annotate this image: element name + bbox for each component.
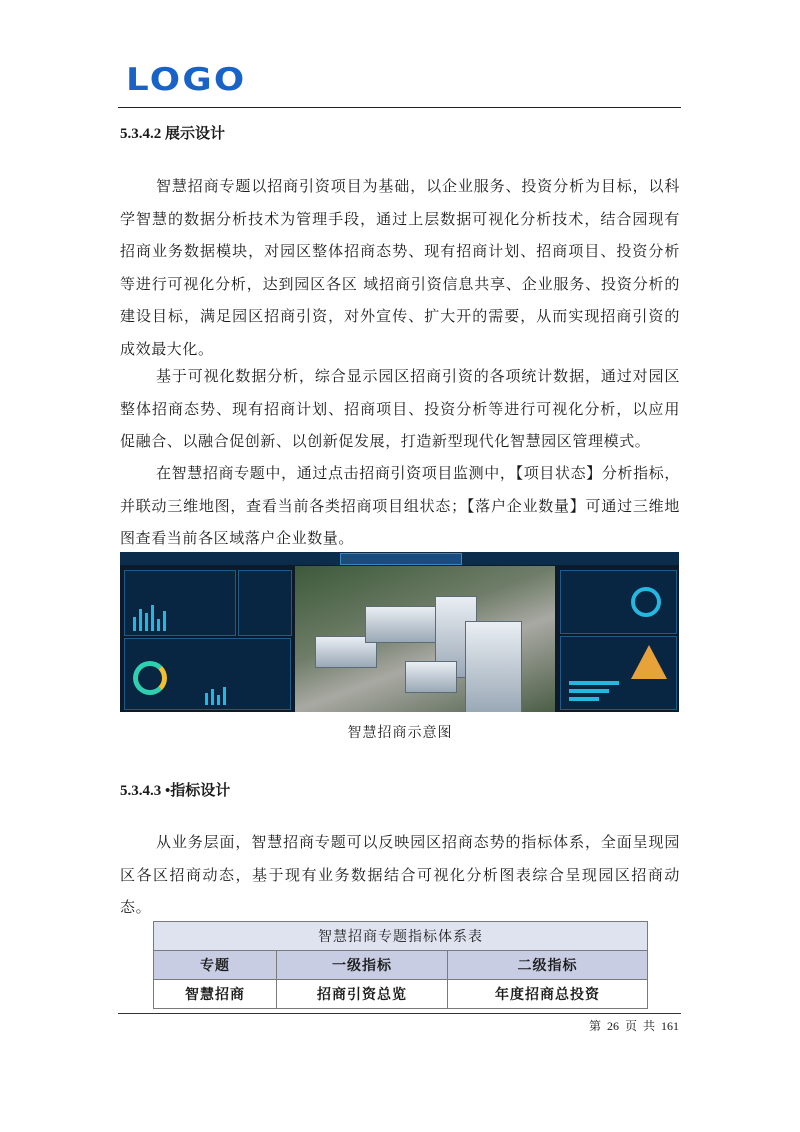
left-panel-mid bbox=[238, 570, 292, 636]
dashboard-illustration bbox=[120, 552, 679, 712]
left-panel-top bbox=[124, 570, 236, 636]
section-heading-indicator-design: 5.3.4.3 •指标设计 bbox=[120, 783, 231, 799]
header-rule bbox=[118, 107, 681, 108]
table-header-cell: 二级指标 bbox=[448, 951, 648, 980]
table-row bbox=[154, 980, 648, 1009]
table-caption: 智慧招商专题指标体系表 bbox=[154, 922, 648, 951]
table-cell: 招商引资总览 bbox=[277, 980, 448, 1009]
right-panel-bottom bbox=[560, 636, 677, 710]
table-cell: 年度招商总投资 bbox=[448, 980, 648, 1009]
paragraph-2: 基于可视化数据分析，综合显示园区招商引资的各项统计数据，通过对园区整体招商态势、现有招商计划、招商项目、投资分析等进行可视化分析，以应用促融合、以融合促创新、以创新促发展，打造新型现代化智慧园区管理模式。 bbox=[120, 367, 680, 450]
table-cell: 智慧招商 bbox=[154, 980, 277, 1009]
section-heading-display-design: 5.3.4.2 展示设计 bbox=[120, 126, 226, 142]
table-header-cell: 一级指标 bbox=[277, 951, 448, 980]
paragraph-4: 从业务层面，智慧招商专题可以反映园区招商态势的指标体系，全面呈现园区各区招商动态，基于现有业务数据结合可视化分析图表综合呈现园区招商动态。 bbox=[120, 833, 680, 916]
dashboard-title-plate bbox=[340, 553, 462, 565]
footer-rule bbox=[118, 1013, 681, 1014]
figure-caption: 智慧招商示意图 bbox=[347, 725, 453, 741]
page-number: 第 26 页 共 161 bbox=[588, 1019, 679, 1033]
indicator-table bbox=[153, 921, 648, 1009]
paragraph-1: 智慧招商专题以招商引资项目为基础，以企业服务、投资分析为目标，以科学智慧的数据分析技术为管理手段，通过上层数据可视化分析技术，结合园现有招商业务数据模块，对园区整体招商态势、现有招商计划、招商项目、投资分析等进行可视化分析，达到园区各区 域招商引资信息共享、企业服务、投资分析的建设目标，满足园区招商引资，对外宣传、扩大开的需要，从而实现招商引资的成效最大化。 bbox=[120, 177, 680, 358]
3d-park-scene bbox=[295, 566, 555, 712]
paragraph-3: 在智慧招商专题中，通过点击招商引资项目监测中，【项目状态】分析指标，并联动三维地图，查看当前各类招商项目组状态；【落户企业数量】可通过三维地图查看当前各区域落户企业数量。 bbox=[120, 464, 680, 547]
left-panel-bottom bbox=[124, 638, 291, 710]
logo: LOGO bbox=[126, 62, 247, 98]
right-panel-top bbox=[560, 570, 677, 634]
table-header-cell: 专题 bbox=[154, 951, 277, 980]
